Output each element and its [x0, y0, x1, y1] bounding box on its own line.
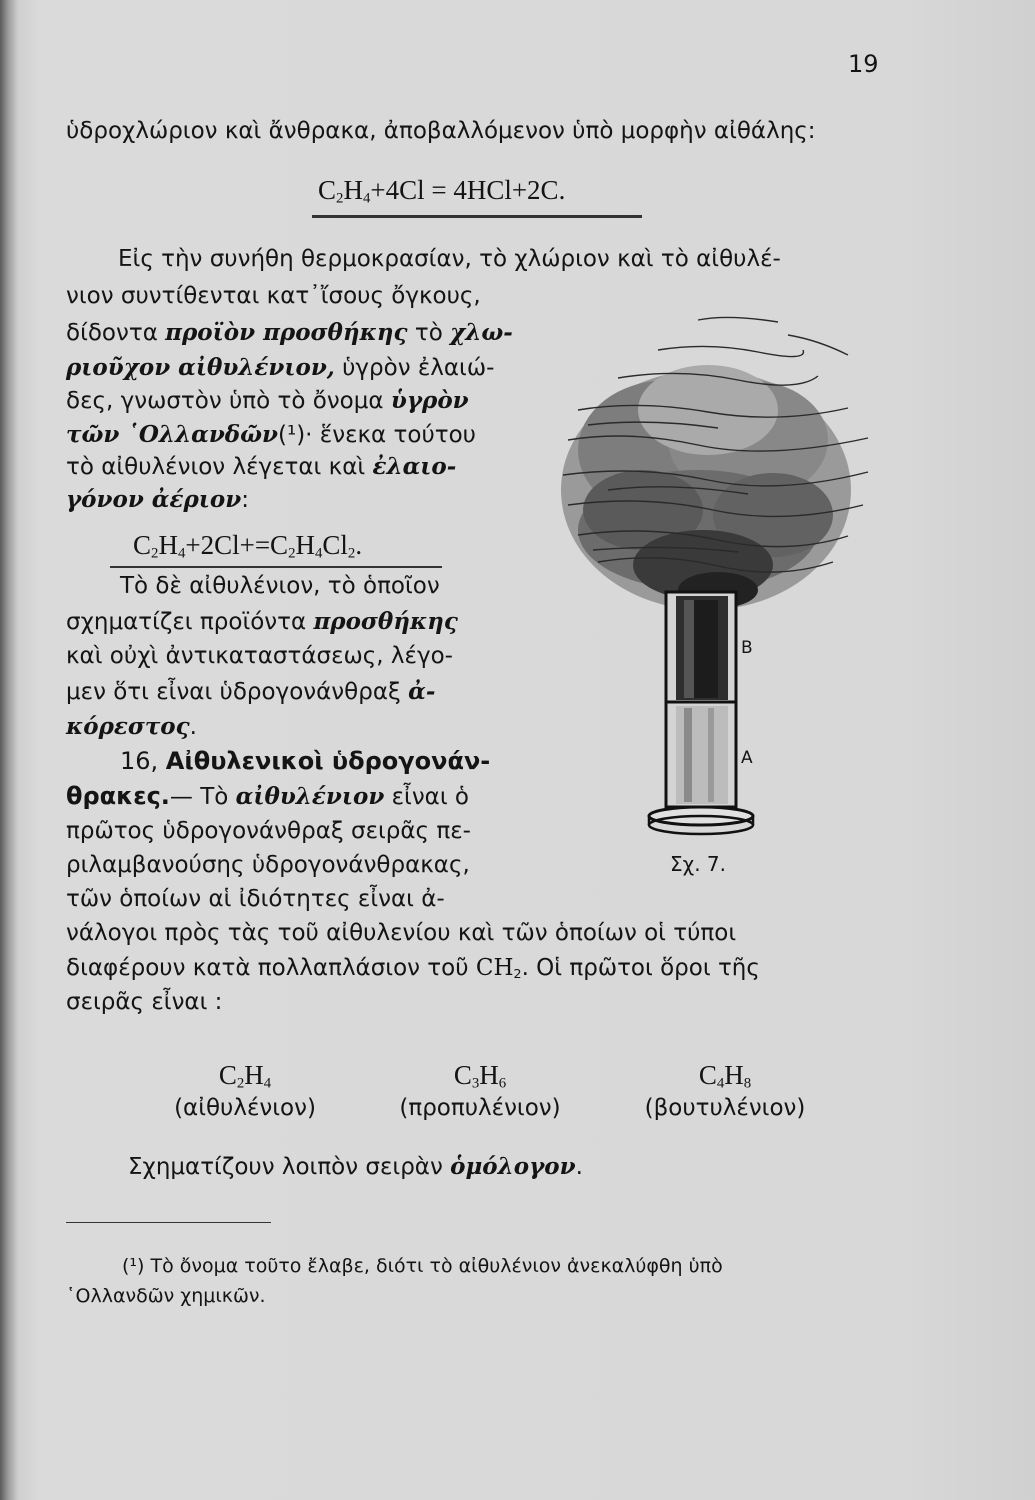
figure-smoke-cylinder: [548, 300, 888, 845]
page-number: 19: [848, 50, 879, 78]
text-line: θρακες.— Τὸ αἰθυλένιον εἶναι ὁ: [66, 782, 469, 810]
equation-chlorine-carbon: $C_2H_4+4Cl = 4HCl+2C$.: [318, 175, 566, 207]
text-line: τὸ αἰθυλένιον λέγεται καὶ ἐλαιο-: [66, 453, 457, 480]
emphasis-term: ὑγρὸν: [390, 387, 469, 414]
smoke-cloud-illustration: [561, 317, 868, 610]
emphasis-term: ἀ-: [408, 678, 436, 705]
text-line: δες, γνωστὸν ὑπὸ τὸ ὄνομα ὑγρὸν: [66, 387, 469, 414]
text-line: ριλαμβανούσης ὑδρογονάνθρακας,: [66, 852, 470, 878]
formula-name: (βουτυλένιον): [644, 1094, 806, 1121]
conclusion-line: Σχηματίζουν λοιπὸν σειρὰν ὁμόλογον.: [128, 1153, 583, 1180]
text-line: διαφέρουν κατὰ πολλαπλάσιον τοῦ $CH_2$. Οἱ πρῶτοι ὅροι τῆς: [66, 955, 760, 982]
text-line: γόνον ἀέριον:: [66, 486, 249, 513]
text-line: δίδοντα προϊὸν προσθήκης τὸ χλω-: [66, 319, 513, 346]
footnote-line: ῾Ολλανδῶν χημικῶν.: [66, 1285, 266, 1307]
formula-propylene: $C_3H_6$ (προπυλένιον): [380, 1060, 580, 1121]
text-line: πρῶτος ὑδρογονάνθραξ σειρᾶς πε-: [66, 818, 471, 844]
emphasis-term: τῶν ῾Ολλανδῶν: [66, 421, 278, 448]
text-line: καὶ οὐχὶ ἀντικαταστάσεως, λέγο-: [66, 643, 453, 669]
text-line: τῶν ὁποίων αἱ ἰδιότητες εἶναι ἀ-: [66, 886, 445, 912]
figure-caption: Σχ. 7.: [670, 852, 726, 876]
glass-cylinder-illustration: [649, 592, 753, 834]
footnote-line: (¹) Τὸ ὄνομα τοῦτο ἔλαβε, διότι τὸ αἰθυλένιον ἀνεκαλύφθη ὑπὸ: [122, 1255, 723, 1277]
section-title: θρακες.: [66, 782, 170, 810]
text-line: τῶν ῾Ολλανδῶν(¹)· ἕνεκα τούτου: [66, 421, 476, 448]
text-line: κόρεστος.: [66, 713, 197, 740]
equation-underline: [312, 215, 642, 218]
formula-name: (προπυλένιον): [399, 1094, 561, 1121]
emphasis-term: ἐλαιο-: [372, 453, 457, 480]
formula-butylene: $C_4H_8$ (βουτυλένιον): [625, 1060, 825, 1121]
emphasis-term: κόρεστος: [66, 713, 190, 740]
emphasis-term: ριοῦχον αἰθυλένιον,: [66, 354, 335, 381]
emphasis-term: προσθήκης: [313, 608, 458, 635]
formula-name: (αἰθυλένιον): [174, 1094, 316, 1121]
emphasis-term: γόνον ἀέριον: [66, 486, 242, 513]
section-title: Αἰθυλενικοὶ ὑδρογονάν-: [165, 747, 491, 775]
text-line: Εἰς τὴν συνήθη θερμοκρασίαν, τὸ χλώριον καὶ τὸ αἰθυλέ-: [118, 246, 781, 272]
formula-ethylene: $C_2H_4$ (αἰθυλένιον): [160, 1060, 330, 1121]
text-line: σειρᾶς εἶναι :: [66, 989, 223, 1015]
equation-dichloroethane: $C_2H_4+2Cl+=C_2H_4Cl_2$.: [133, 530, 363, 562]
figure-label-b: B: [741, 638, 753, 658]
emphasis-term: χλω-: [450, 319, 513, 346]
equation-underline: [110, 566, 442, 568]
text-line: ριοῦχον αἰθυλένιον, ὑγρὸν ἐλαιώ-: [66, 354, 495, 381]
section-heading: 16, Αἰθυλενικοὶ ὑδρογονάν-: [120, 747, 491, 775]
emphasis-term: ὁμόλογον: [450, 1153, 576, 1180]
text-line: ὑδροχλώριον καὶ ἄνθρακα, ἀποβαλλόμενον ὑπὸ μορφὴν αἰθάλης:: [66, 118, 816, 144]
figure-label-a: A: [741, 748, 753, 768]
emphasis-term: προϊὸν προσθήκης: [165, 319, 408, 346]
text-line: σχηματίζει προϊόντα προσθήκης: [66, 608, 458, 635]
text-line: μεν ὅτι εἶναι ὑδρογονάνθραξ ἀ-: [66, 678, 436, 705]
text-line: νιον συντίθενται κατ᾽ἴσους ὄγκους,: [66, 283, 481, 309]
footnote-rule: [66, 1222, 271, 1223]
emphasis-term: αἰθυλένιον: [235, 783, 385, 810]
text-line: Τὸ δὲ αἰθυλένιον, τὸ ὁποῖον: [120, 573, 440, 599]
text-line: νάλογοι πρὸς τὰς τοῦ αἰθυλενίου καὶ τῶν ὁποίων οἱ τύποι: [66, 920, 737, 946]
